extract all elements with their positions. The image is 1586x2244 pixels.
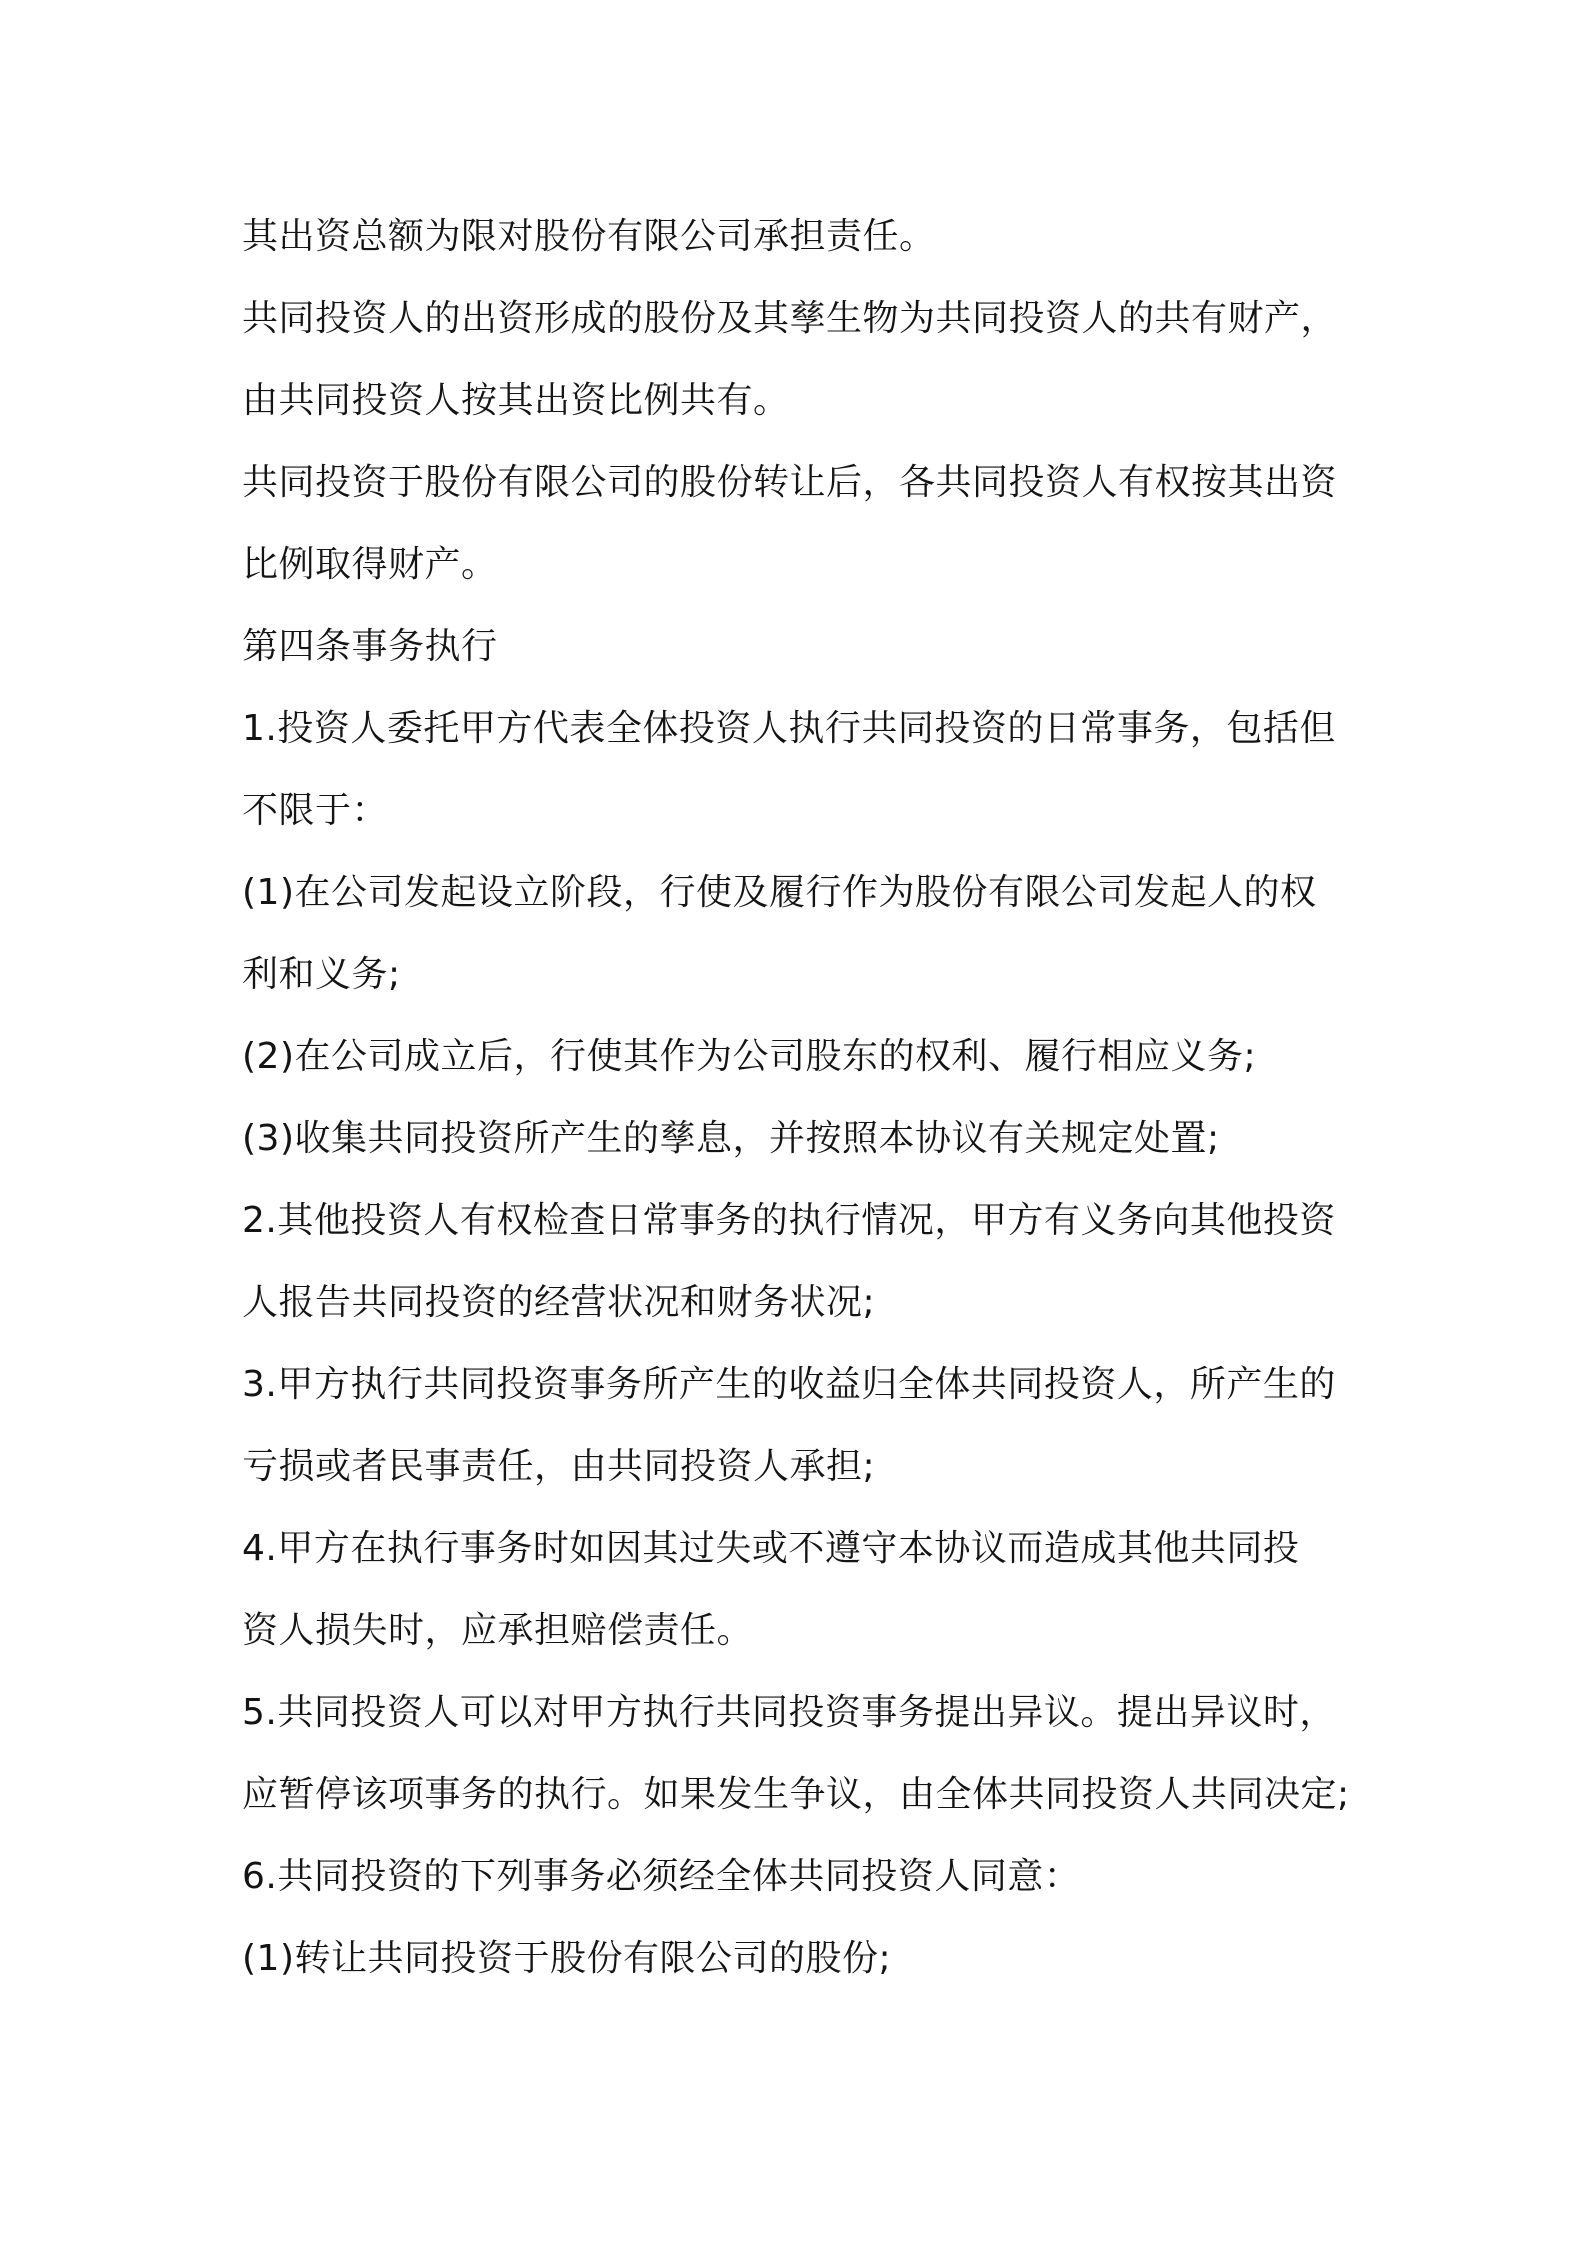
text-line-3: 由共同投资人按其出资比例共有。: [242, 380, 790, 421]
text-line-20: 应暂停该项事务的执行。如果发生争议，由全体共同投资人共同决定;: [242, 1774, 1350, 1815]
text-line-4: 共同投资于股份有限公司的股份转让后，各共同投资人有权按其出资: [242, 462, 1338, 503]
text-line-14: 人报告共同投资的经营状况和财务状况;: [242, 1282, 876, 1323]
text-line-15: 3.甲方执行共同投资事务所产生的收益归全体共同投资人，所产生的: [242, 1364, 1336, 1405]
text-line-17: 4.甲方在执行事务时如因其过失或不遵守本协议而造成其他共同投: [242, 1528, 1300, 1569]
text-line-13: 2.其他投资人有权检查日常事务的执行情况，甲方有义务向其他投资: [242, 1200, 1336, 1241]
text-line-7: 1.投资人委托甲方代表全体投资人执行共同投资的日常事务，包括但: [242, 708, 1336, 749]
text-line-19: 5.共同投资人可以对甲方执行共同投资事务提出异议。提出异议时，: [242, 1692, 1336, 1733]
text-line-18: 资人损失时，应承担赔偿责任。: [242, 1610, 754, 1651]
section-heading: 第四条事务执行: [242, 626, 498, 667]
text-line-10: 利和义务;: [242, 954, 401, 995]
document-body: [242, 196, 1362, 2000]
text-line-2: 共同投资人的出资形成的股份及其孳生物为共同投资人的共有财产，: [242, 298, 1338, 339]
text-line-8: 不限于：: [242, 790, 389, 831]
text-line-12: (3)收集共同投资所产生的孳息，并按照本协议有关规定处置;: [242, 1118, 1220, 1159]
text-line-21: 6.共同投资的下列事务必须经全体共同投资人同意：: [242, 1856, 1081, 1897]
text-line-22: (1)转让共同投资于股份有限公司的股份;: [242, 1938, 892, 1979]
text-line-5: 比例取得财产。: [242, 544, 498, 585]
text-line-11: (2)在公司成立后，行使其作为公司股东的权利、履行相应义务;: [242, 1036, 1257, 1077]
text-line-9: (1)在公司发起设立阶段，行使及履行作为股份有限公司发起人的权: [242, 872, 1317, 913]
text-line-1: 其出资总额为限对股份有限公司承担责任。: [242, 216, 936, 257]
text-line-16: 亏损或者民事责任，由共同投资人承担;: [242, 1446, 876, 1487]
